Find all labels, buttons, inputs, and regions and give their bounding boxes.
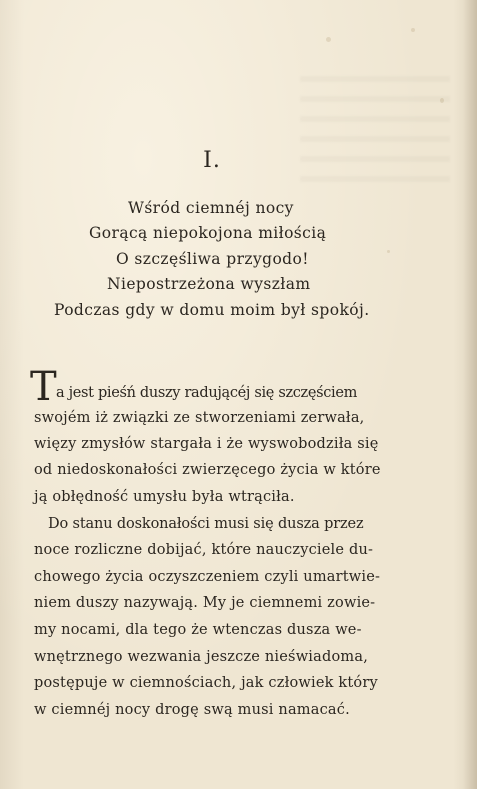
foxing-spot [440,98,444,103]
prose-line: a jest pieśń duszy radującéj się szczęściem [56,385,358,401]
prose-line: w ciemnéj nocy drogę swą musi namacać. [34,702,350,718]
prose-line: ją obłędność umysłu była wtrąciła. [34,489,295,505]
prose-line: więzy zmysłów stargała i że wyswobodziła się [34,436,379,452]
prose-line: postępuje w ciemnościach, jak człowiek który [34,675,378,691]
verse-line: O szczęśliwa przygodo! [116,250,309,268]
foxing-spot [326,37,331,42]
foxing-spot [387,250,390,253]
drop-cap: T [30,364,57,410]
page-edge-shadow [463,0,477,789]
verse-line: Wśród ciemnéj nocy [128,199,294,217]
prose-line: od niedoskonałości zwierzęcego życia w które [34,462,381,478]
prose-line: noce rozliczne dobijać, które nauczyciele du- [34,542,374,558]
prose-line: wnętrznego wezwania jeszcze nieświadoma, [34,649,369,665]
verse-line: Niepostrzeżona wyszłam [107,275,311,293]
prose-line: my nocami, dla tego że wtenczas dusza we- [34,622,362,638]
chapter-heading: I. [203,148,221,173]
verse-line: Podczas gdy w domu moim był spokój. [54,301,370,319]
prose-line: swojém iż związki ze stworzeniami zerwała, [34,410,365,426]
prose-line: chowego życia oczyszczeniem czyli umartwie- [34,569,381,585]
prose-line: Do stanu doskonałości musi się dusza przez [48,516,364,532]
foxing-spot [411,28,415,32]
prose-line: niem duszy nazywają. My je ciemnemi zowie- [34,595,376,611]
verse-line: Gorącą niepokojona miłością [89,224,327,242]
